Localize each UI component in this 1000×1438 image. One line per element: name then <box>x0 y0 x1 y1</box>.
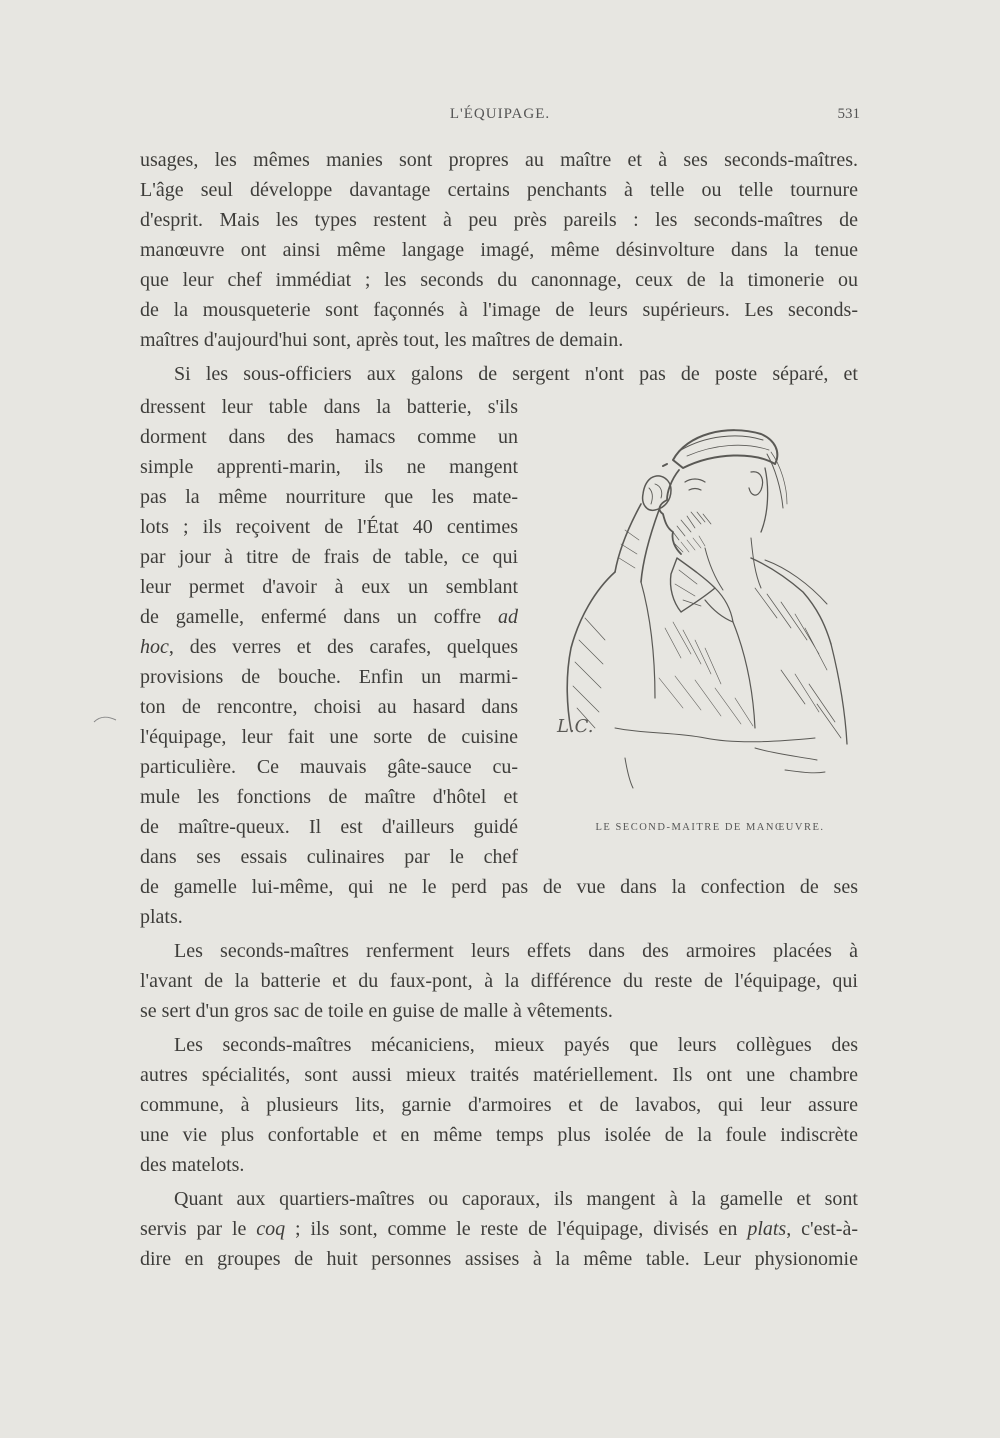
text-span: , c'est-à- <box>786 1218 858 1240</box>
text-line: Si les sous-officiers aux galons de sergent n'ont pas de poste séparé, et <box>174 363 858 385</box>
text-span: de gamelle, enfermé dans un coffre <box>140 606 498 628</box>
text-span: servis par le <box>140 1218 257 1240</box>
italic-span: plats <box>747 1218 787 1240</box>
text-line: leur permet d'avoir à eux un semblant <box>140 576 518 598</box>
text-line: de la mousqueterie sont façonnés à l'image de leurs supérieurs. Les seconds- <box>140 299 858 321</box>
text-line: de maître-queux. Il est d'ailleurs guidé <box>140 816 518 838</box>
text-line: provisions de bouche. Enfin un marmi- <box>140 666 518 688</box>
page-number: 531 <box>837 106 860 122</box>
text-line: manœuvre ont ainsi même langage imagé, même désinvolture dans la tenue <box>140 239 858 261</box>
text-line: l'équipage, leur fait une sorte de cuisine <box>140 726 518 748</box>
margin-mark <box>92 714 118 724</box>
text-line: par jour à titre de frais de table, ce qui <box>140 546 518 568</box>
text-line: commune, à plusieurs lits, garnie d'armoires et de lavabos, qui leur assure <box>140 1094 858 1116</box>
text-line: plats. <box>140 906 183 928</box>
italic-span: coq <box>256 1218 286 1240</box>
sailor-illustration <box>555 408 865 828</box>
text-line: une vie plus confortable et en même temps plus isolée de la foule indiscrète <box>140 1124 858 1146</box>
text-line: que leur chef immédiat ; les seconds du canonnage, ceux de la timonerie ou <box>140 269 858 291</box>
text-line: ton de rencontre, choisi au hasard dans <box>140 696 518 718</box>
text-line: l'avant de la batterie et du faux-pont, à la différence du reste de l'équipage, qui <box>140 970 858 992</box>
text-line: L'âge seul développe davantage certains penchants à telle ou telle tournure <box>140 179 858 201</box>
text-line: Quant aux quartiers-maîtres ou caporaux, ils mangent à la gamelle et sont <box>174 1188 858 1210</box>
text-line: simple apprenti-marin, ils ne mangent <box>140 456 518 478</box>
text-line: particulière. Ce mauvais gâte-sauce cu- <box>140 756 518 778</box>
text-line: dressent leur table dans la batterie, s'ils <box>140 396 518 418</box>
text-line: dire en groupes de huit personnes assises à la même table. Leur physionomie <box>140 1248 858 1270</box>
text-line: dans ses essais culinaires par le chef <box>140 846 518 868</box>
running-title: L'ÉQUIPAGE. <box>449 106 551 122</box>
text-line: des matelots. <box>140 1154 245 1176</box>
artist-signature: L.C. <box>557 716 594 737</box>
text-line: dorment dans des hamacs comme un <box>140 426 518 448</box>
text-line: autres spécialités, sont aussi mieux traités matériellement. Ils ont une chambre <box>140 1064 858 1086</box>
text-line: d'esprit. Mais les types restent à peu près pareils : les seconds-maîtres de <box>140 209 858 231</box>
page-header <box>140 106 860 130</box>
text-line: Les seconds-maîtres renferment leurs effets dans des armoires placées à <box>174 940 858 962</box>
text-line: lots ; ils reçoivent de l'État 40 centimes <box>140 516 518 538</box>
text-line: usages, les mêmes manies sont propres au maître et à ses seconds-maîtres. <box>140 149 858 171</box>
text-line <box>140 632 518 662</box>
italic-span: ad <box>498 606 518 628</box>
text-line: se sert d'un gros sac de toile en guise de malle à vêtements. <box>140 1000 613 1022</box>
text-span: ; ils sont, comme le reste de l'équipage, divisés en <box>285 1218 748 1240</box>
text-line <box>140 602 518 632</box>
text-line: mule les fonctions de maître d'hôtel et <box>140 786 518 808</box>
text-span: , des verres et des carafes, quelques <box>168 636 518 658</box>
text-line: maîtres d'aujourd'hui sont, après tout, les maîtres de demain. <box>140 329 624 351</box>
text-line: pas la même nourriture que les mate- <box>140 486 518 508</box>
text-line: Les seconds-maîtres mécaniciens, mieux payés que leurs collègues des <box>174 1034 858 1056</box>
figure-caption: LE SECOND-MAITRE DE MANŒUVRE. <box>595 822 825 833</box>
text-line <box>140 1214 858 1244</box>
text-line: de gamelle lui-même, qui ne le perd pas de vue dans la confection de ses <box>140 876 858 898</box>
italic-span: hoc <box>140 636 169 658</box>
